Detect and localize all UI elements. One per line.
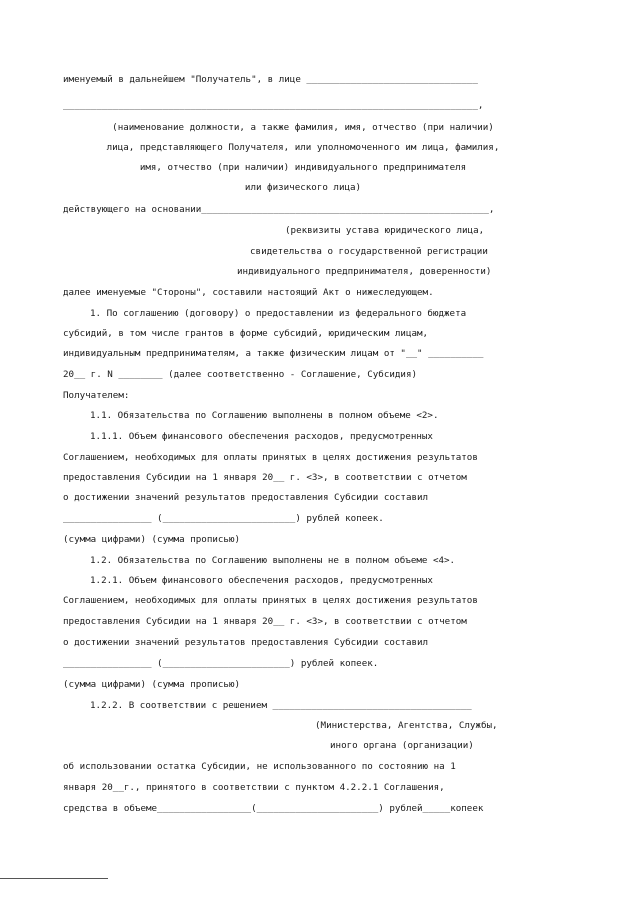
doc-line-7: действующего на основании____________________________________________________, [63,204,495,215]
doc-line-14: индивидуальным предпринимателям, а также физическим лицам от "__" __________ [63,348,484,359]
doc-line-17: 1.1. Обязательства по Соглашению выполнены в полном объеме <2>. [90,410,439,421]
doc-line-29: ________________ (_______________________) рублей копеек. [63,658,379,669]
doc-line-25: 1.2.1. Объем финансового обеспечения расходов, предусмотренных [90,575,433,586]
doc-line-32: (Министерства, Агентства, Службы, [315,720,498,731]
doc-line-1: именуемый в дальнейшем "Получатель", в лице _______________________________ [63,74,478,85]
doc-line-5: имя, отчество (при наличии) индивидуального предпринимателя [139,162,467,173]
doc-line-6: или физического лица) [244,182,362,193]
doc-line-12: 1. По соглашению (договору) о предоставлении из федерального бюджета [90,308,467,319]
doc-line-34: об использовании остатка Субсидии, не использованного по состоянию на 1 [63,761,456,772]
doc-line-21: о достижении значений результатов предоставления Субсидии составил [63,492,429,503]
doc-line-35: января 20__г., принятого в соответствии с пунктом 4.2.2.1 Соглашения, [63,782,445,793]
doc-line-28: о достижении значений результатов предоставления Субсидии составил [63,637,429,648]
doc-line-20: предоставления Субсидии на 1 января 20__ г. <3>, в соответствии с отчетом [63,472,467,483]
doc-line-19: Соглашением, необходимых для оплаты принятых в целях достижения результатов [63,452,478,463]
footnote-separator [0,878,108,879]
doc-line-36: средства в объеме_________________(______________________) рублей_____копеек [63,803,484,814]
doc-line-30: (сумма цифрами) (сумма прописью) [63,679,241,690]
doc-line-11: далее именуемые "Стороны", составили настоящий Акт о нижеследующем. [63,287,434,298]
doc-line-16: Получателем: [63,390,130,401]
doc-line-24: 1.2. Обязательства по Соглашению выполнены не в полном объеме <4>. [90,555,456,566]
doc-line-4: лица, представляющего Получателя, или уполномоченного им лица, фамилия, [106,142,500,153]
doc-line-31: 1.2.2. В соответствии с решением ____________________________________ [90,700,472,711]
doc-line-33: иного органа (организации) [330,740,474,751]
doc-line-27: предоставления Субсидии на 1 января 20__ г. <3>, в соответствии с отчетом [63,616,467,627]
doc-line-18: 1.1.1. Объем финансового обеспечения расходов, предусмотренных [90,431,433,442]
doc-line-26: Соглашением, необходимых для оплаты принятых в целях достижения результатов [63,595,478,606]
doc-line-9: свидетельства о государственной регистрации [250,246,488,257]
doc-line-22: ________________ (________________________) рублей копеек. [63,513,384,524]
doc-line-2: ___________________________________________________________________________, [63,100,484,111]
doc-line-13: субсидий, в том числе грантов в форме субсидий, юридическим лицам, [63,328,429,339]
doc-line-23: (сумма цифрами) (сумма прописью) [63,534,241,545]
doc-line-8: (реквизиты устава юридического лица, [285,225,485,236]
doc-line-10: индивидуального предпринимателя, доверенности) [237,266,492,277]
doc-line-3: (наименование должности, а также фамилия, имя, отчество (при наличии) [112,122,494,133]
doc-line-15: 20__ г. N ________ (далее соответственно - Соглашение, Субсидия) [63,369,418,380]
